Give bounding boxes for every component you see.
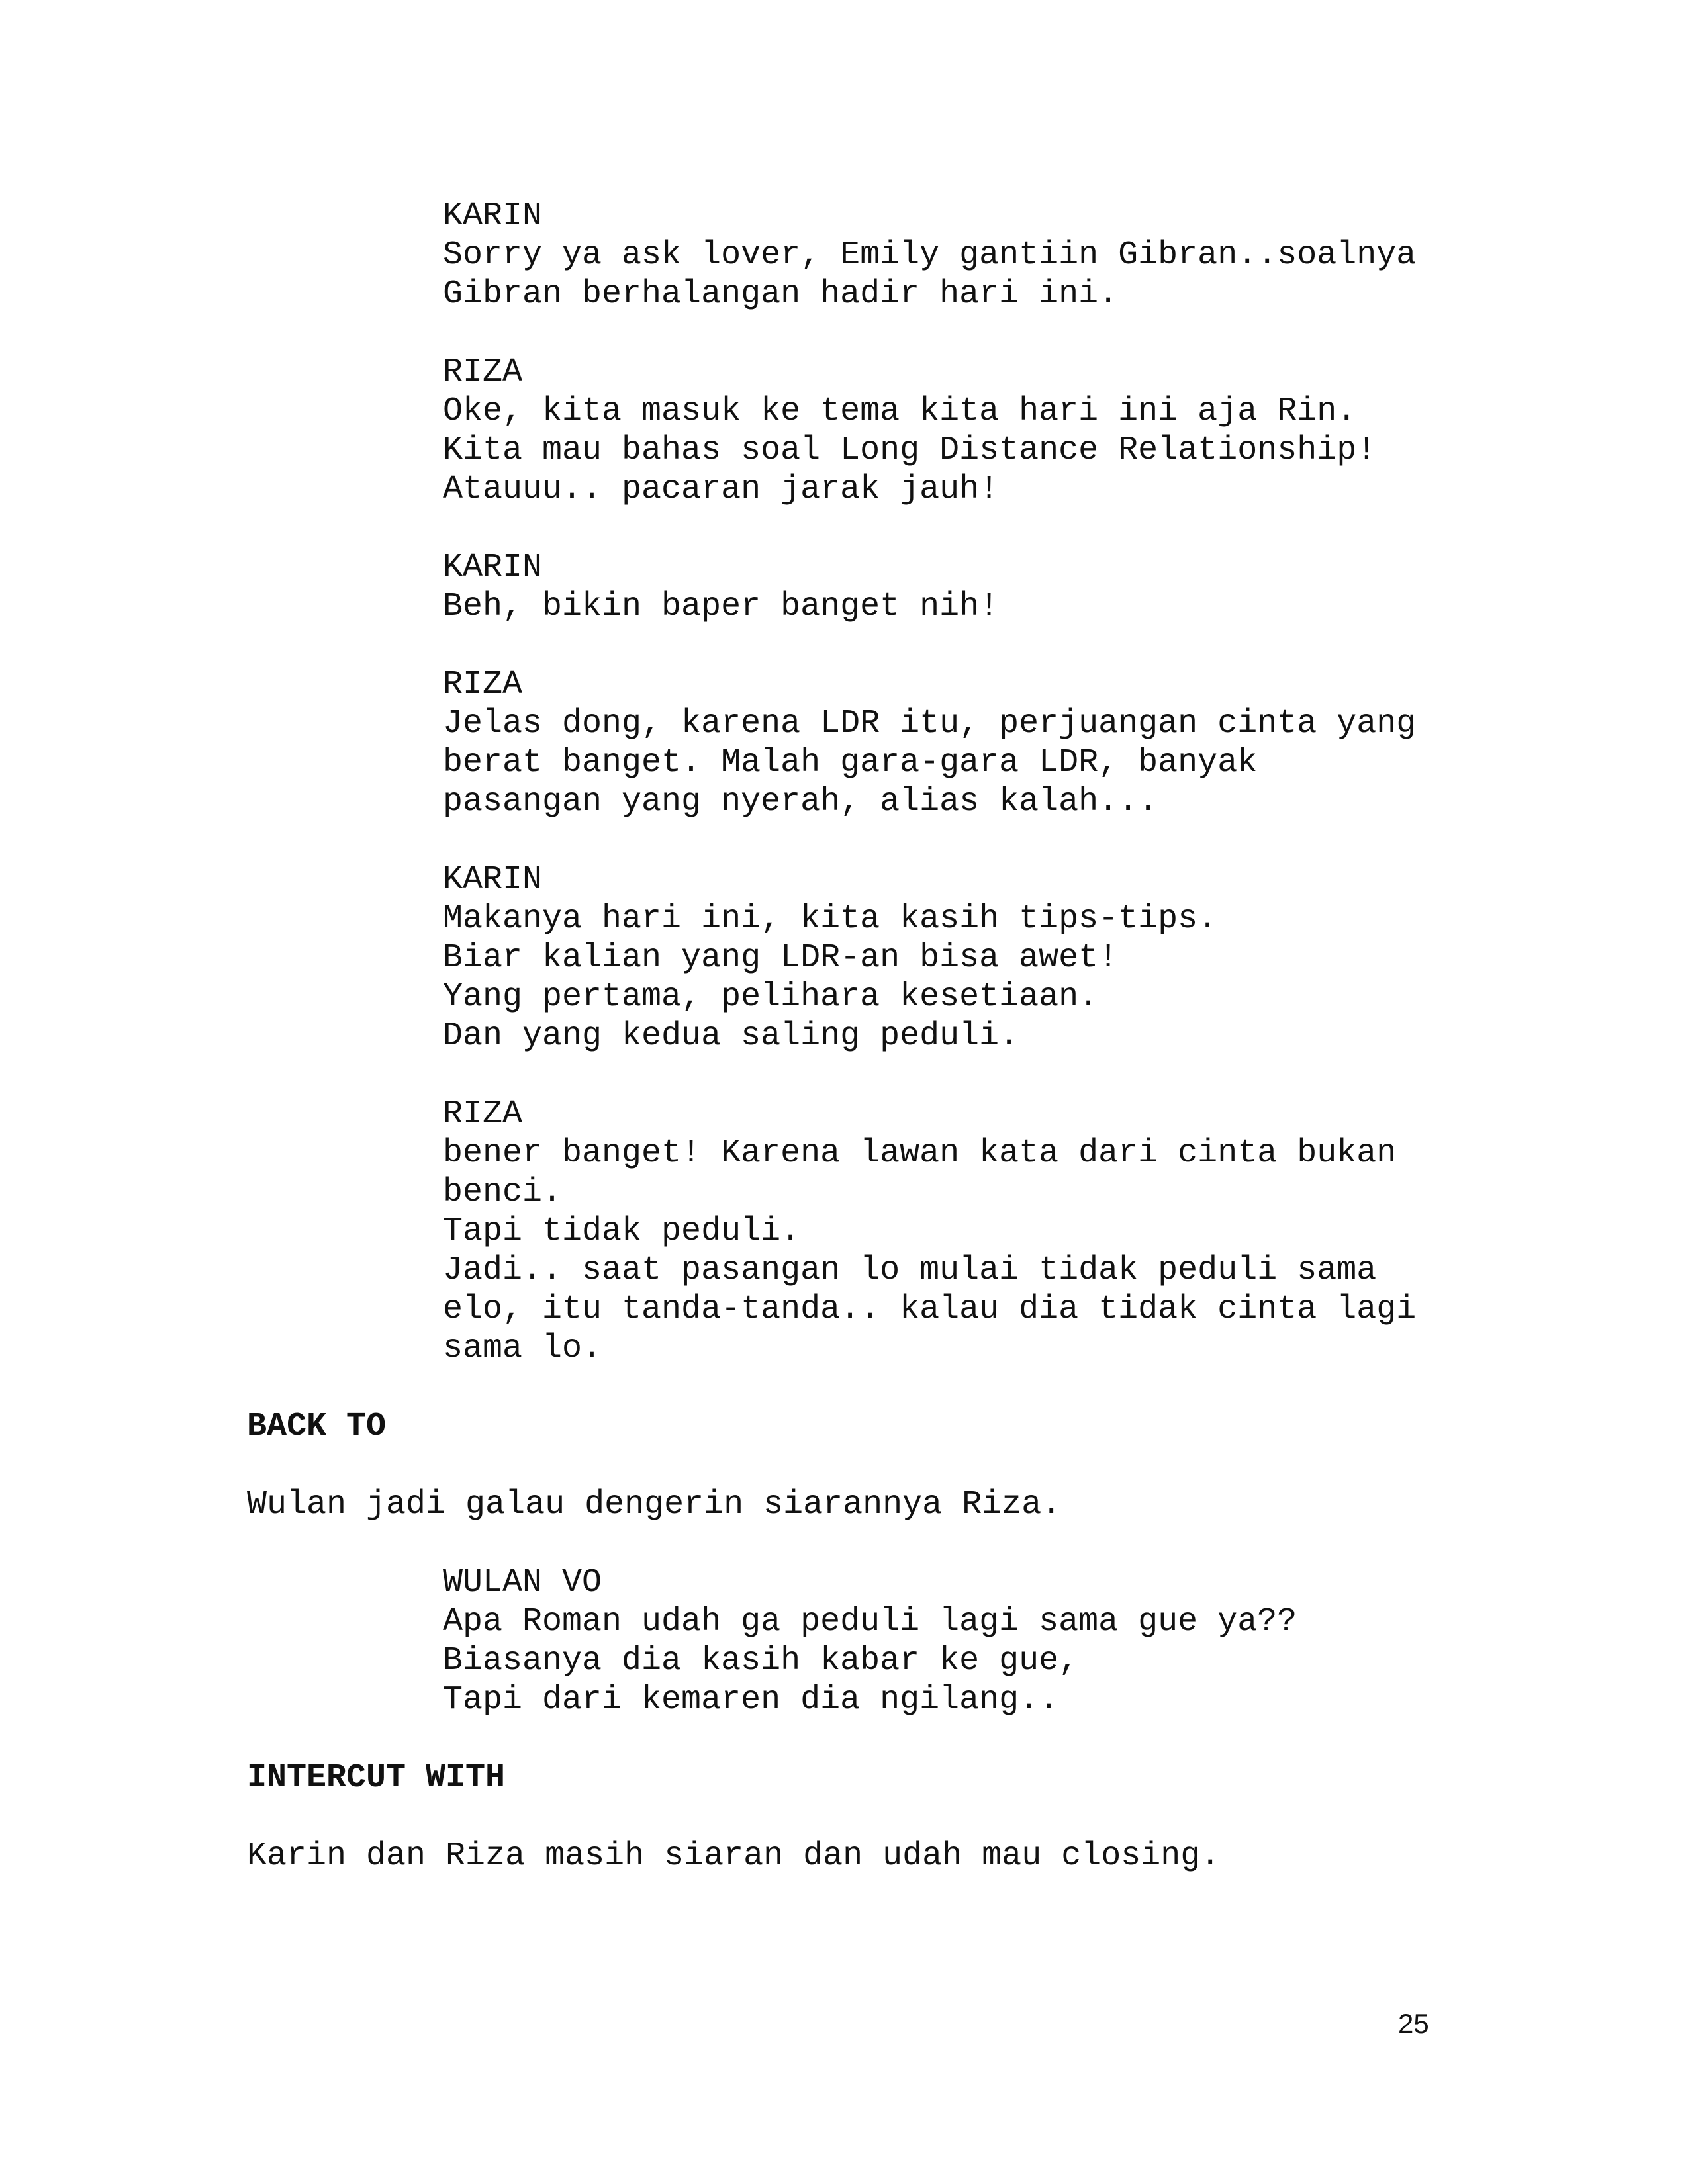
dialogue-line: Oke, kita masuk ke tema kita hari ini aja Rin. — [443, 392, 1357, 430]
dialogue-line: Sorry ya ask lover, Emily gantiin Gibran..soalnya — [443, 236, 1417, 274]
dialogue-line: Gibran berhalangan hadir hari ini. — [443, 275, 1119, 313]
dialogue-line: berat banget. Malah gara-gara LDR, banyak — [443, 744, 1258, 782]
dialogue-line: Yang pertama, pelihara kesetiaan. — [443, 978, 1099, 1016]
transition-heading: BACK TO — [247, 1408, 387, 1445]
character-name: KARIN — [443, 861, 543, 899]
dialogue-line: Kita mau bahas soal Long Distance Relationship! — [443, 432, 1377, 469]
dialogue-line: Tapi dari kemaren dia ngilang.. — [443, 1681, 1059, 1719]
dialogue-line: Biasanya dia kasih kabar ke gue, — [443, 1642, 1079, 1680]
dialogue-line: Beh, bikin baper banget nih! — [443, 588, 1000, 625]
dialogue-line: elo, itu tanda-tanda.. kalau dia tidak cinta lagi — [443, 1291, 1417, 1328]
dialogue-line: Jelas dong, karena LDR itu, perjuangan cinta yang — [443, 705, 1417, 743]
dialogue-line: Apa Roman udah ga peduli lagi sama gue ya?? — [443, 1603, 1297, 1641]
dialogue-line: Atauuu.. pacaran jarak jauh! — [443, 471, 1000, 508]
dialogue-line: Biar kalian yang LDR-an bisa awet! — [443, 939, 1119, 977]
page-number: 25 — [1398, 2008, 1429, 2039]
transition-heading: INTERCUT WITH — [247, 1759, 506, 1797]
dialogue-line: Dan yang kedua saling peduli. — [443, 1017, 1019, 1055]
dialogue-line: bener banget! Karena lawan kata dari cinta bukan — [443, 1134, 1397, 1172]
dialogue-line: sama lo. — [443, 1330, 602, 1367]
character-name: KARIN — [443, 197, 543, 235]
dialogue-line: benci. — [443, 1173, 563, 1211]
dialogue-line: pasangan yang nyerah, alias kalah... — [443, 783, 1158, 821]
dialogue-line: Tapi tidak peduli. — [443, 1212, 801, 1250]
character-name: WULAN VO — [443, 1564, 602, 1602]
character-name: RIZA — [443, 353, 523, 391]
character-name: RIZA — [443, 666, 523, 704]
action-line: Karin dan Riza masih siaran dan udah mau closing. — [247, 1837, 1221, 1875]
dialogue-line: Jadi.. saat pasangan lo mulai tidak peduli sama — [443, 1251, 1377, 1289]
dialogue-line: Makanya hari ini, kita kasih tips-tips. — [443, 900, 1218, 938]
character-name: KARIN — [443, 549, 543, 586]
character-name: RIZA — [443, 1095, 523, 1133]
action-line: Wulan jadi galau dengerin siarannya Riza. — [247, 1486, 1062, 1524]
